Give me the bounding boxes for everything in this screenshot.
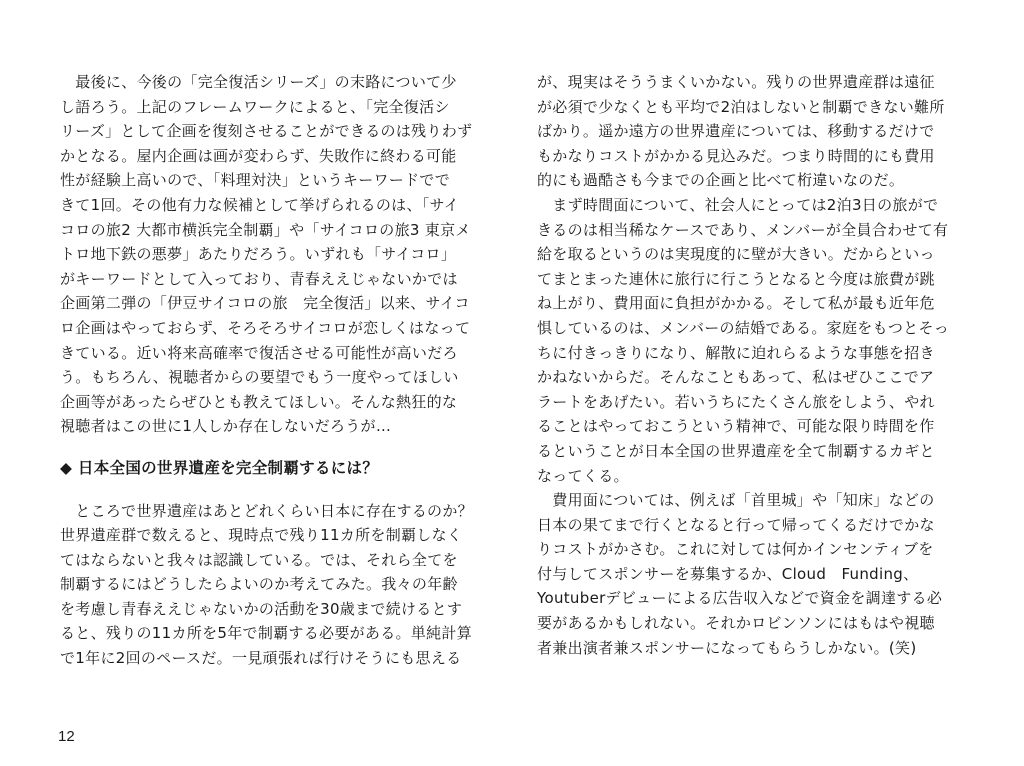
text-line: きている。近い将来高確率で復活させる可能性が高いだろ (60, 343, 458, 362)
text-line: まず時間面について、社会人にとっては2泊3日の旅がで (537, 195, 939, 214)
text-line: し語ろう。上記のフレームワークによると、「完全復活シ (60, 97, 450, 116)
text-line: トロ地下鉄の悪夢」あたりだろう。いずれも「サイコロ」 (60, 245, 457, 264)
text-line: ね上がり、費用面に負担がかかる。そして私が最も近年危 (537, 294, 935, 313)
text-line: 世界遺産群で数えると、現時点で残り11カ所を制覇しなく (60, 526, 463, 545)
text-line: リーズ」として企画を復刻させることができるのは残りわず (60, 122, 473, 141)
text-line: がキーワードとして入っており、青春ええじゃないかでは (60, 269, 458, 288)
text-line: ところで世界遺産はあとどれくらい日本に存在するのか？ (60, 501, 473, 520)
text-line: 企画等があったらぜひとも教えてほしい。そんな熱狂的な (60, 392, 458, 411)
text-line: 給を取るというのは実現度的に壁が大きい。だからといっ (537, 245, 935, 264)
paragraph-world-heritage (60, 499, 480, 671)
text-line: う。もちろん、視聴者からの要望でもう一度やってほしい (60, 368, 459, 387)
text-line: ロ企画はやっておらず、そろそろサイコロが恋しくはなって (60, 318, 471, 337)
text-line: 最後に、今後の「完全復活シリーズ」の末路について少 (60, 73, 457, 91)
text-line: てまとまった連休に旅行に行こうとなると今度は旅費が跳 (537, 269, 935, 288)
text-line: 日本の果てまで行くとなると行って帰ってくるだけでかな (537, 515, 935, 534)
section-heading: ◆ 日本全国の世界遺産を完全制覇するには？ (60, 458, 379, 477)
text-line: もかなりコストがかかる見込みだ。つまり時間的にも費用 (537, 146, 935, 165)
text-line: を考慮し青春ええじゃないかの活動を30歳まで続けるとす (60, 599, 463, 618)
paragraph-final-series (60, 70, 480, 439)
text-line: ると、残りの11カ所を5年で制覇する必要がある。単純計算 (60, 624, 473, 643)
text-line: 企画第二弾の「伊豆サイコロの旅 完全復活」以来、サイコ (60, 294, 470, 313)
text-line: かねないからだ。そんなこともあって、私はぜひここでア (537, 368, 935, 387)
section-heading-block (60, 456, 480, 481)
text-line: 付与してスポンサーを募集するか、Cloud Funding、 (537, 564, 919, 583)
page-number: 12 (58, 728, 75, 745)
text-line: きるのは相当稀なケースであり、メンバーが全員合わせて有 (537, 220, 949, 239)
text-line: で1年に2回のペースだ。一見頑張れば行けそうにも思える (60, 649, 462, 668)
text-line: ラートをあげたい。若いうちにたくさん旅をしよう、やれ (537, 392, 935, 411)
text-line: てはならないと我々は認識している。では、それら全てを (60, 550, 458, 569)
text-line: かとなる。屋内企画は画が変わらず、失敗作に終わる可能 (60, 146, 457, 165)
text-line: 者兼出演者兼スポンサーになってもらうしかない。(笑) (537, 638, 917, 657)
left-column (60, 70, 480, 671)
text-line: が、現実はそううまくいかない。残りの世界遺産群は遠征 (537, 73, 935, 91)
text-line: 要があるかもしれない。それかロビンソンにはもはや視聴 (537, 614, 935, 633)
text-line: りコストがかさむ。これに対しては何かインセンティブを (537, 540, 934, 559)
text-line: コロの旅2 大都市横浜完全制覇」や「サイコロの旅3 東京メ (60, 220, 471, 239)
text-line: きて1回。その他有力な候補として挙げられるのは、「サイ (60, 195, 460, 214)
text-line: 費用面については、例えば「首里城」や「知床」などの (537, 491, 935, 510)
text-line: Youtuberデビューによる広告収入などで資金を調達する必 (537, 589, 943, 608)
text-line: ばかり。遥か遠方の世界遺産については、移動するだけで (537, 122, 935, 141)
text-line: なってくる。 (537, 466, 629, 485)
text-line: ることはやっておこうという精神で、可能な限り時間を作 (537, 417, 935, 436)
text-line: 制覇するにはどうしたらよいのか考えてみた。我々の年齢 (60, 575, 458, 594)
text-line: 惧しているのは、メンバーの結婚である。家庭をもつとそっ (537, 318, 950, 337)
right-column (537, 70, 957, 660)
text-line: が必須で少なくとも平均で2泊はしないと制覇できない難所 (537, 97, 945, 116)
text-line: 的にも過酷さも今までの企画と比べて桁違いなのだ。 (537, 171, 905, 190)
text-line: ちに付きっきりになり、解散に迫れらるような事態を招き (537, 343, 935, 362)
text-line: るということが日本全国の世界遺産を全て制覇するカギと (537, 441, 935, 460)
text-line: 性が経験上高いので、「料理対決」というキーワードでで (60, 171, 451, 190)
text-line: 視聴者はこの世に1人しか存在しないだろうが… (60, 417, 392, 436)
